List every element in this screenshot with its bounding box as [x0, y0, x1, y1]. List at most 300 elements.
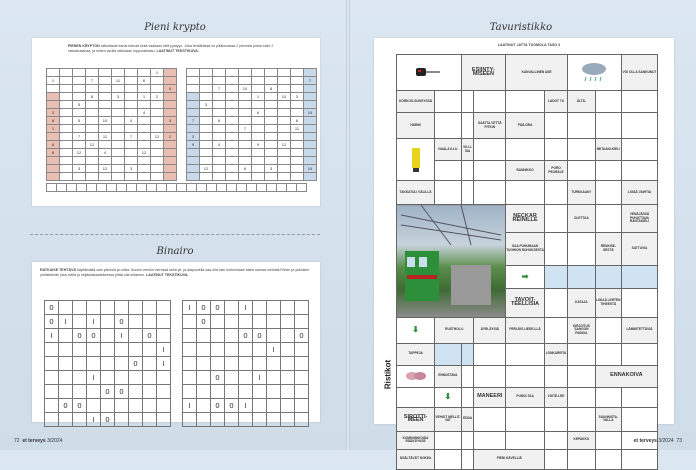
krypto-cell [138, 117, 151, 125]
binairo-cell[interactable] [253, 301, 267, 315]
clue-imitaan: IMITAANI-KIELI [595, 139, 621, 161]
binairo-cell[interactable] [197, 385, 211, 399]
binairo-cell[interactable] [73, 413, 87, 427]
krypto-cell [47, 133, 60, 141]
krypto-grid-right [186, 68, 317, 181]
binairo-cell[interactable] [295, 399, 309, 413]
clue-rannikko: RANNIKKO [506, 161, 545, 181]
krypto-cell [187, 109, 200, 117]
tavuristikko-title: Tavuristikko [489, 22, 553, 33]
binairo-cell[interactable] [225, 385, 239, 399]
krypto-cell [138, 69, 151, 77]
krypto-cell [252, 117, 265, 125]
binairo-cell[interactable] [281, 357, 295, 371]
krypto-cell [138, 165, 151, 173]
binairo-cell[interactable] [157, 413, 171, 427]
krypto-cell [265, 133, 278, 141]
binairo-cell[interactable]: I [157, 357, 171, 371]
binairo-cell[interactable] [115, 357, 129, 371]
krypto-cell [239, 69, 252, 77]
krypto-cell [278, 157, 291, 165]
green-arrow-down-1: ⬇ [397, 317, 435, 343]
binairo-cell[interactable] [197, 371, 211, 385]
krypto-cell [291, 85, 304, 93]
binairo-cell[interactable] [73, 357, 87, 371]
binairo-cell[interactable] [45, 399, 59, 413]
binairo-cell[interactable] [211, 357, 225, 371]
binairo-cell[interactable] [183, 315, 197, 329]
binairo-cell[interactable]: 0 [115, 315, 129, 329]
binairo-cell[interactable] [239, 343, 253, 357]
green-arrow-right: ➡ [506, 265, 545, 288]
krypto-cell [164, 77, 177, 85]
binairo-cell[interactable] [295, 301, 309, 315]
binairo-cell[interactable] [267, 385, 281, 399]
krypto-cell: 7 [73, 133, 86, 141]
clue-neckar: NECKAR REINILLE [506, 205, 545, 233]
binairo-cell[interactable] [211, 329, 225, 343]
binairo-cell[interactable] [101, 371, 115, 385]
krypto-cell: 7 [239, 125, 252, 133]
binairo-cell[interactable] [129, 385, 143, 399]
krypto-cell [265, 77, 278, 85]
binairo-cell[interactable] [101, 343, 115, 357]
krypto-cell: 4 [164, 85, 177, 93]
binairo-cell[interactable] [45, 343, 59, 357]
krypto-cell [73, 69, 86, 77]
krypto-cell [151, 77, 164, 85]
binairo-cell[interactable]: 0 [129, 357, 143, 371]
krypto-cell [265, 101, 278, 109]
binairo-cell[interactable] [73, 371, 87, 385]
krypto-cell [278, 149, 291, 157]
binairo-cell[interactable] [197, 399, 211, 413]
binairo-cell[interactable] [143, 399, 157, 413]
krypto-cell [200, 77, 213, 85]
krypto-cell: 3 [265, 165, 278, 173]
krypto-cell [187, 157, 200, 165]
krypto-cell [226, 69, 239, 77]
binairo-cell[interactable]: 0 [211, 399, 225, 413]
binairo-cell[interactable] [129, 301, 143, 315]
binairo-grid-left [44, 300, 171, 427]
binairo-cell[interactable]: 0 [295, 329, 309, 343]
krypto-title: Pieni krypto [144, 22, 206, 33]
clue-sattuvia: SATTUVIA [621, 233, 657, 266]
binairo-cell[interactable] [129, 371, 143, 385]
krypto-cell [125, 101, 138, 109]
binairo-cell[interactable]: I [87, 413, 101, 427]
binairo-cell[interactable] [143, 413, 157, 427]
krypto-cell [278, 69, 291, 77]
binairo-cell[interactable] [115, 399, 129, 413]
binairo-cell[interactable] [157, 329, 171, 343]
binairo-cell[interactable]: 0 [45, 315, 59, 329]
clue-ennakoiva: ENNAKOIVA [595, 365, 657, 387]
binairo-cell[interactable] [253, 357, 267, 371]
binairo-cell[interactable] [183, 343, 197, 357]
binairo-cell[interactable] [295, 357, 309, 371]
krypto-cell [125, 149, 138, 157]
binairo-cell[interactable]: 0 [87, 329, 101, 343]
clue-pieni: PIENI KÄVELLIÄ [474, 449, 545, 469]
binairo-cell[interactable] [101, 399, 115, 413]
krypto-cell [187, 77, 200, 85]
krypto-cell [164, 109, 177, 117]
binairo-cell[interactable] [225, 357, 239, 371]
krypto-cell: 12 [278, 141, 291, 149]
binairo-cell[interactable] [157, 385, 171, 399]
krypto-cell [164, 125, 177, 133]
krypto-cell: 4 [99, 149, 112, 157]
binairo-cell[interactable] [267, 315, 281, 329]
krypto-cell [304, 133, 317, 141]
binairo-cell[interactable] [253, 385, 267, 399]
binairo-cell[interactable]: I [59, 315, 73, 329]
krypto-cell: 3 [164, 117, 177, 125]
binairo-cell[interactable] [115, 371, 129, 385]
krypto-cell [265, 149, 278, 157]
binairo-cell[interactable] [157, 371, 171, 385]
krypto-cell: 7 [86, 77, 99, 85]
binairo-cell[interactable] [225, 329, 239, 343]
krypto-cell [200, 85, 213, 93]
binairo-cell[interactable] [225, 343, 239, 357]
binairo-cell[interactable] [45, 357, 59, 371]
krypto-cell [125, 141, 138, 149]
binairo-cell[interactable] [87, 301, 101, 315]
binairo-cell[interactable] [73, 301, 87, 315]
binairo-cell[interactable]: 0 [101, 385, 115, 399]
binairo-cell[interactable] [45, 371, 59, 385]
krypto-cell: 10 [304, 165, 317, 173]
krypto-cell [226, 141, 239, 149]
krypto-cell [125, 125, 138, 133]
krypto-cell: 8 [47, 117, 60, 125]
krypto-cell [252, 173, 265, 181]
krypto-cell [125, 69, 138, 77]
krypto-cell [86, 133, 99, 141]
krypto-cell [112, 133, 125, 141]
binairo-cell[interactable]: 0 [73, 329, 87, 343]
krypto-cell [151, 141, 164, 149]
krypto-cell [239, 77, 252, 85]
krypto-cell [112, 149, 125, 157]
krypto-cell [213, 173, 226, 181]
binairo-cell[interactable] [225, 413, 239, 427]
clue-sirotti: SIROTTI-MEEN [397, 407, 435, 431]
binairo-cell[interactable] [267, 399, 281, 413]
krypto-cell: 7 [304, 77, 317, 85]
binairo-cell[interactable]: I [183, 399, 197, 413]
binairo-cell[interactable] [183, 357, 197, 371]
binairo-cell[interactable] [59, 371, 73, 385]
binairo-cell[interactable] [239, 357, 253, 371]
binairo-cell[interactable] [87, 343, 101, 357]
krypto-cell [200, 125, 213, 133]
krypto-cell [60, 77, 73, 85]
binairo-cell[interactable] [87, 385, 101, 399]
krypto-answer-row [46, 183, 307, 192]
binairo-cell[interactable] [239, 315, 253, 329]
krypto-cell [47, 101, 60, 109]
krypto-cell [213, 133, 226, 141]
binairo-cell[interactable] [267, 301, 281, 315]
krypto-cell [265, 141, 278, 149]
krypto-cell [239, 149, 252, 157]
clue-liikaaa: LIIKAA LEHTEN TIHEESTÄ [595, 289, 621, 317]
krypto-cell [47, 85, 60, 93]
binairo-cell[interactable]: 0 [225, 399, 239, 413]
binairo-cell[interactable] [211, 315, 225, 329]
krypto-cell: 9 [187, 141, 200, 149]
binairo-cell[interactable] [129, 399, 143, 413]
binairo-cell[interactable]: 0 [73, 399, 87, 413]
binairo-cell[interactable] [281, 371, 295, 385]
krypto-cell [86, 109, 99, 117]
binairo-cell[interactable]: 0 [45, 301, 59, 315]
binairo-cell[interactable] [197, 329, 211, 343]
binairo-cell[interactable]: I [253, 371, 267, 385]
binairo-cell[interactable] [129, 413, 143, 427]
krypto-cell [60, 133, 73, 141]
binairo-cell[interactable] [59, 301, 73, 315]
binairo-cell[interactable]: I [267, 343, 281, 357]
binairo-cell[interactable] [253, 343, 267, 357]
krypto-cell: 12 [151, 133, 164, 141]
binairo-cell[interactable] [281, 329, 295, 343]
clue-lamaa: LÄMMITETTÄVIÄ [621, 317, 657, 343]
binairo-cell[interactable] [101, 329, 115, 343]
binairo-cell[interactable] [157, 315, 171, 329]
krypto-cell [265, 69, 278, 77]
binairo-cell[interactable] [253, 413, 267, 427]
binairo-cell[interactable] [197, 413, 211, 427]
binairo-cell[interactable] [267, 357, 281, 371]
krypto-cell [99, 77, 112, 85]
krypto-cell: 11 [99, 133, 112, 141]
binairo-cell[interactable] [101, 301, 115, 315]
binairo-cell[interactable] [295, 371, 309, 385]
krypto-cell [278, 85, 291, 93]
binairo-cell[interactable] [157, 399, 171, 413]
binairo-cell[interactable] [101, 357, 115, 371]
krypto-cell [73, 141, 86, 149]
binairo-cell[interactable] [129, 315, 143, 329]
binairo-cell[interactable]: 0 [101, 413, 115, 427]
krypto-cell [99, 125, 112, 133]
krypto-cell [239, 117, 252, 125]
binairo-cell[interactable] [281, 301, 295, 315]
krypto-cell [151, 117, 164, 125]
binairo-cell[interactable] [129, 343, 143, 357]
binairo-cell[interactable] [87, 357, 101, 371]
binairo-cell[interactable] [253, 399, 267, 413]
binairo-cell[interactable] [59, 357, 73, 371]
binairo-cell[interactable] [211, 385, 225, 399]
krypto-cell [265, 117, 278, 125]
krypto-cell [138, 133, 151, 141]
krypto-cell [99, 173, 112, 181]
clue-paa: PÄÄ-DRA [506, 113, 545, 139]
clue-kepakko: KEPAKKO [568, 431, 596, 449]
binairo-cell[interactable]: I [45, 329, 59, 343]
binairo-cell[interactable] [143, 371, 157, 385]
binairo-cell[interactable]: 0 [253, 329, 267, 343]
binairo-cell[interactable] [73, 343, 87, 357]
binairo-cell[interactable] [143, 385, 157, 399]
krypto-cell [151, 101, 164, 109]
binairo-cell[interactable] [183, 371, 197, 385]
binairo-cell[interactable] [267, 329, 281, 343]
binairo-cell[interactable] [225, 301, 239, 315]
binairo-cell[interactable] [281, 399, 295, 413]
binairo-cell[interactable] [197, 357, 211, 371]
binairo-cell[interactable] [59, 329, 73, 343]
binairo-cell[interactable] [73, 385, 87, 399]
krypto-cell [60, 157, 73, 165]
krypto-cell: 6 [239, 165, 252, 173]
binairo-cell[interactable]: 0 [197, 315, 211, 329]
binairo-cell[interactable]: 0 [197, 301, 211, 315]
binairo-cell[interactable]: 0 [115, 385, 129, 399]
krypto-cell [164, 173, 177, 181]
left-page [0, 0, 348, 450]
krypto-cell [252, 125, 265, 133]
krypto-cell [125, 173, 138, 181]
krypto-cell: 6 [291, 117, 304, 125]
binairo-cell[interactable] [281, 343, 295, 357]
binairo-cell[interactable] [73, 315, 87, 329]
krypto-cell [138, 125, 151, 133]
binairo-cell[interactable] [183, 413, 197, 427]
clue-ligaa: LIGÄÄ VAIHTIA [621, 181, 657, 205]
binairo-cell[interactable] [101, 315, 115, 329]
binairo-cell[interactable] [143, 343, 157, 357]
krypto-cell [99, 109, 112, 117]
binairo-cell[interactable] [59, 413, 73, 427]
binairo-cell[interactable] [211, 343, 225, 357]
binairo-cell[interactable] [115, 413, 129, 427]
krypto-card [32, 38, 320, 206]
krypto-cell: 3 [73, 165, 86, 173]
krypto-cell: 2 [164, 133, 177, 141]
clue-voite: VOITE-LEE [545, 387, 568, 407]
binairo-cell[interactable] [59, 343, 73, 357]
krypto-cell: 12 [86, 141, 99, 149]
krypto-cell: 4 [125, 117, 138, 125]
binairo-cell[interactable] [267, 413, 281, 427]
binairo-cell[interactable] [225, 371, 239, 385]
binairo-cell[interactable] [295, 343, 309, 357]
binairo-cell[interactable] [87, 399, 101, 413]
krypto-cell [304, 117, 317, 125]
binairo-cell[interactable]: I [157, 343, 171, 357]
binairo-cell[interactable]: 0 [211, 371, 225, 385]
krypto-cell: 11 [112, 77, 125, 85]
binairo-cell[interactable] [143, 301, 157, 315]
krypto-cell [60, 85, 73, 93]
krypto-cell [47, 69, 60, 77]
krypto-cell [86, 117, 99, 125]
clue-renkise: RENKISE-SESTÄ [595, 233, 621, 266]
krypto-cell [164, 141, 177, 149]
binairo-cell[interactable] [253, 315, 267, 329]
krypto-cell [47, 173, 60, 181]
binairo-cell[interactable] [157, 301, 171, 315]
krypto-cell [265, 125, 278, 133]
binairo-cell[interactable]: 0 [143, 329, 157, 343]
binairo-cell[interactable] [281, 413, 295, 427]
binairo-cell[interactable]: 0 [211, 301, 225, 315]
krypto-cell [86, 149, 99, 157]
krypto-cell: 6 [213, 117, 226, 125]
binairo-cell[interactable] [295, 413, 309, 427]
clue-esiintymiseen: ESIINTY-MISEEN [461, 55, 505, 91]
krypto-cell [112, 109, 125, 117]
binairo-cell[interactable] [225, 315, 239, 329]
binairo-cell[interactable] [281, 385, 295, 399]
binairo-cell[interactable] [183, 385, 197, 399]
binairo-cell[interactable] [115, 343, 129, 357]
binairo-cell[interactable]: I [87, 315, 101, 329]
binairo-cell[interactable] [129, 329, 143, 343]
krypto-cell [112, 101, 125, 109]
binairo-title: Binairo [156, 246, 194, 257]
binairo-cell[interactable]: I [115, 329, 129, 343]
binairo-cell[interactable] [281, 315, 295, 329]
krypto-cell [252, 101, 265, 109]
krypto-cell [138, 173, 151, 181]
krypto-cell [164, 101, 177, 109]
clue-olettaa: OLETTAA [568, 205, 596, 233]
binairo-cell[interactable] [239, 385, 253, 399]
binairo-cell[interactable] [239, 371, 253, 385]
binairo-cell[interactable]: I [239, 399, 253, 413]
binairo-cell[interactable] [143, 315, 157, 329]
binairo-cell[interactable] [143, 357, 157, 371]
krypto-cell [226, 77, 239, 85]
binairo-cell[interactable]: 0 [239, 329, 253, 343]
binairo-cell[interactable] [295, 385, 309, 399]
binairo-cell[interactable] [197, 343, 211, 357]
binairo-cell[interactable] [183, 329, 197, 343]
krypto-cell [73, 157, 86, 165]
krypto-cell: 12 [99, 165, 112, 173]
krypto-cell: 3 [187, 133, 200, 141]
slippers-image [397, 365, 435, 387]
binairo-cell[interactable] [295, 315, 309, 329]
binairo-cell[interactable]: I [239, 301, 253, 315]
krypto-cell [213, 101, 226, 109]
binairo-cell[interactable] [115, 301, 129, 315]
krypto-cell [200, 133, 213, 141]
krypto-cell: 6 [138, 77, 151, 85]
binairo-cell[interactable] [267, 371, 281, 385]
binairo-cell[interactable] [45, 413, 59, 427]
clue-turkkaan: TURKKAAN? [568, 181, 596, 205]
krypto-cell [187, 173, 200, 181]
binairo-cell[interactable] [45, 385, 59, 399]
binairo-cell[interactable]: 0 [59, 399, 73, 413]
binairo-cell[interactable] [59, 385, 73, 399]
krypto-cell [278, 125, 291, 133]
binairo-cell[interactable] [239, 413, 253, 427]
binairo-cell[interactable]: I [87, 371, 101, 385]
binairo-cell[interactable] [211, 413, 225, 427]
binairo-cell[interactable]: I [183, 301, 197, 315]
clue-ennustava: ENNUSTAVA [435, 365, 462, 387]
